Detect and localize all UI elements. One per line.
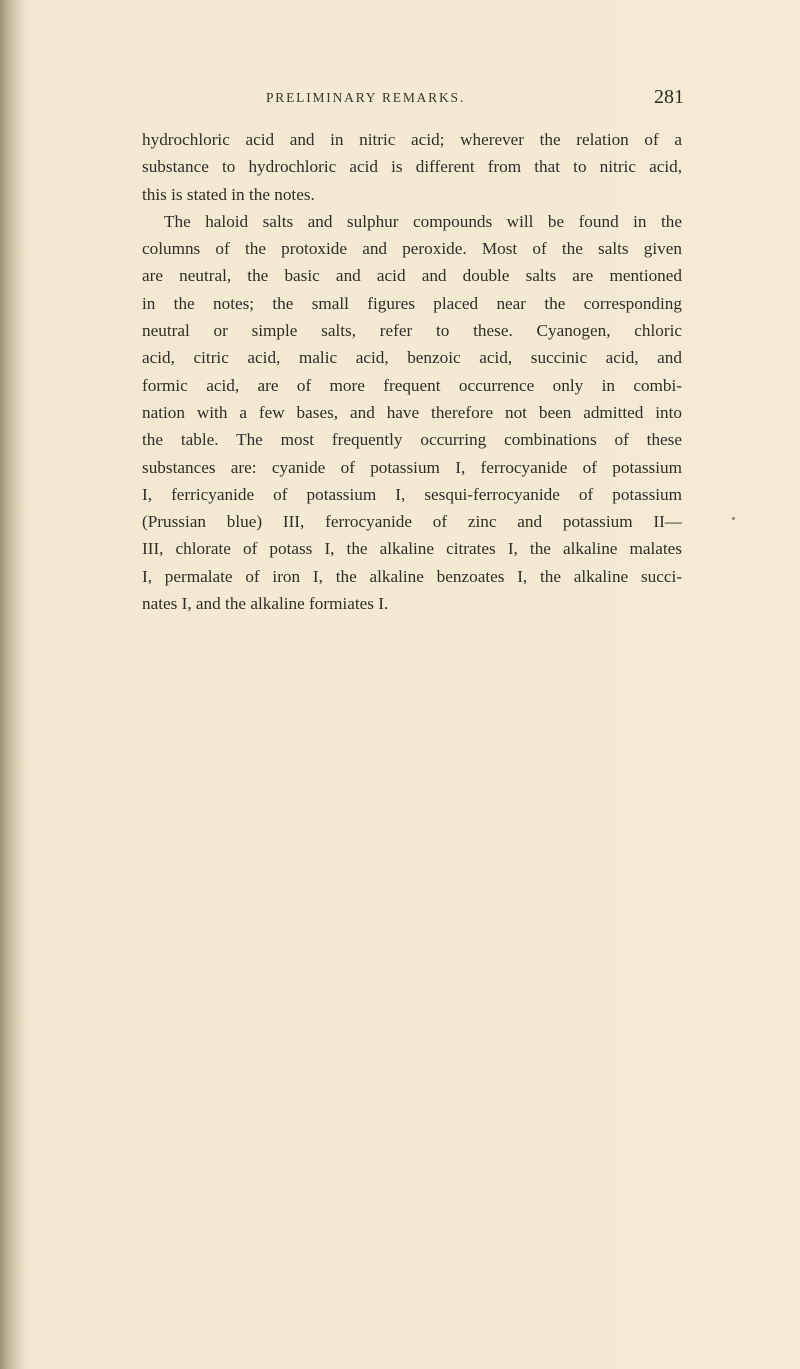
body-line: columns of the protoxide and peroxide. Most of the salts given (142, 239, 682, 259)
body-line: acid, citric acid, malic acid, benzoic acid, succinic acid, and (142, 348, 682, 368)
body-line: formic acid, are of more frequent occurrence only in combi- (142, 375, 682, 395)
body-line: nation with a few bases, and have therefore not been admitted into (142, 402, 682, 422)
body-line: this is stated in the notes. (142, 184, 315, 204)
body-line: in the notes; the small figures placed near the corresponding (142, 293, 682, 313)
page-gutter-shadow (0, 0, 26, 1369)
body-line: I, permalate of iron I, the alkaline benzoates I, the alkaline succi- (142, 566, 682, 586)
body-line: hydrochloric acid and in nitric acid; wherever the relation of a (142, 130, 682, 149)
body-line: substances are: cyanide of potassium I, ferrocyanide of potassium (142, 457, 682, 477)
body-line: neutral or simple salts, refer to these. Cyanogen, chloric (142, 321, 682, 341)
body-line: The haloid salts and sulphur compounds will be found in the (164, 211, 682, 231)
ink-speck (732, 517, 735, 520)
body-line: I, ferricyanide of potassium I, sesqui-ferrocyanide of potassium (142, 484, 682, 504)
body-line: are neutral, the basic and acid and double salts are mentioned (142, 266, 682, 286)
body-line: (Prussian blue) III, ferrocyanide of zinc and potassium II— (142, 512, 682, 532)
page-number: 281 (654, 86, 684, 108)
body-line: III, chlorate of potass I, the alkaline citrates I, the alkaline malates (142, 539, 682, 559)
body-text (142, 126, 682, 617)
body-line: substance to hydrochloric acid is different from that to nitric acid, (142, 157, 682, 177)
body-line: the table. The most frequently occurring combinations of these (142, 430, 682, 450)
running-head (0, 86, 800, 116)
running-title: PRELIMINARY REMARKS. (266, 90, 466, 105)
body-line: nates I, and the alkaline formiates I. (142, 594, 389, 614)
